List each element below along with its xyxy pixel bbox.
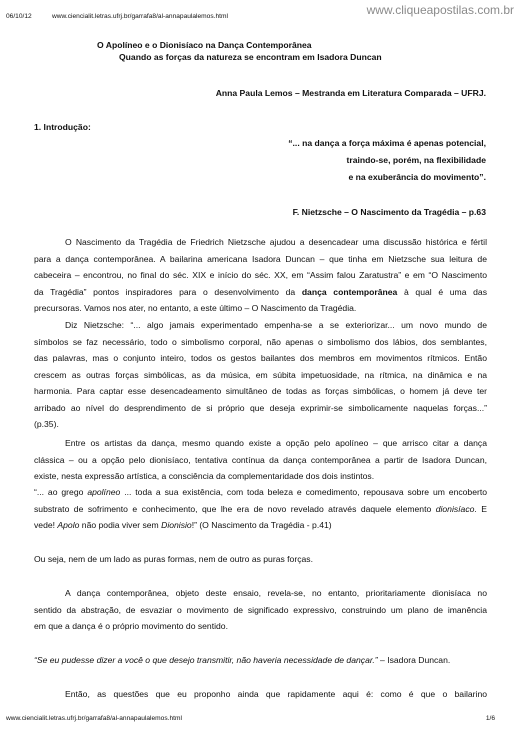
italic-term: Apolo <box>57 520 80 530</box>
text-line: existe, nesta expressão artística, a consciência da complementaridade dos dois instintos. <box>34 471 375 481</box>
text-run: da Tragédia” pontos inspiradores para o desenvolvimento da <box>34 286 296 297</box>
text-line <box>34 652 487 669</box>
epigraph-line: “... na dança a força máxima é apenas potencial, <box>288 138 486 148</box>
text-line: Entre os artistas da dança, mesmo quando existe a opção pelo apolíneo – que arrisco citar a dança <box>65 438 487 448</box>
epigraph-line: traindo-se, porém, na flexibilidade <box>346 155 486 165</box>
text-line: em que a dança é o próprio movimento do sentido. <box>34 621 228 631</box>
text-run: substrato de sofrimento e conhecimento, que lhe era de novo revelado através daquele elemento <box>34 503 432 514</box>
quote-attribution: – Isadora Duncan. <box>377 655 451 665</box>
title-line-2: Quando as forças da natureza se encontram em Isadora Duncan <box>119 52 382 62</box>
text-line <box>34 501 487 518</box>
text-run: não podia viver sem <box>81 520 159 530</box>
author-line: Anna Paula Lemos – Mestranda em Literatura Comparada – UFRJ. <box>215 88 486 98</box>
bold-term: dança contemporânea <box>301 286 398 297</box>
text-line: símbolos se faz necessário, todo o simbolismo corporal, não apenas o simbolismo dos lábios, dos semblantes, <box>34 336 487 347</box>
text-line: A dança contemporânea, objeto deste ensaio, revela-se, no entanto, prioritariamente dionisíaca no <box>65 588 487 598</box>
text-run: vede! <box>34 520 56 530</box>
text-run: “... ao grego <box>34 487 84 497</box>
text-run: !” (O Nascimento da Tragédia - p.41) <box>191 520 332 530</box>
text-line: harmonia. Para captar esse desencadeamento simultâneo de todas as forças simbólicas, o homem já deve ter <box>34 386 487 396</box>
section-heading: 1. Introdução: <box>34 122 91 132</box>
paragraph-6 <box>34 585 487 635</box>
text-line: clássica – ou a opção pelo dionisíaco, tentativa contínua da dança contemporânea a partir de Isadora Duncan, <box>34 454 487 465</box>
footer-url: www.ciencialit.letras.ufrj.br/garrafa8/al-annapaulalemos.html <box>6 715 182 722</box>
watermark: www.cliqueapostilas.com.br <box>366 3 514 17</box>
paragraph-7 <box>34 652 487 669</box>
text-line <box>34 517 487 534</box>
text-line <box>34 284 487 301</box>
text-line: crescem as outras forças simbólicas, as da música, em súbita impetuosidade, na rítmica, na dinâmica e na <box>34 369 487 380</box>
text-run: ... toda a sua existência, com toda beleza e comedimento, repousava sobre um encoberto <box>124 487 488 497</box>
paragraph-5 <box>34 551 487 568</box>
text-line: para a dança contemporânea. A bailarina americana Isadora Duncan – que tinha em Nietzsche sua leitura de <box>34 253 487 264</box>
text-line: sentido da abstração, de esvaziar o movimento de significado expressivo, construindo um plano de imanência <box>34 604 487 615</box>
paragraph-3 <box>34 435 487 485</box>
paragraph-4-quote <box>34 484 487 534</box>
italic-term: Dionisio <box>161 520 192 530</box>
epigraph-source: F. Nietzsche – O Nascimento da Tragédia – p.63 <box>292 207 486 217</box>
paragraph-2 <box>34 317 487 433</box>
text-line: Ou seja, nem de um lado as puras formas, nem de outro as puras forças. <box>34 554 313 564</box>
text-run: . E <box>474 503 487 514</box>
text-line: Então, as questões que eu proponho ainda que rapidamente aqui é: como é que o bailarino <box>65 689 487 699</box>
text-run: à qual é uma das <box>403 286 488 297</box>
italic-quote: “Se eu pudesse dizer a você o que desejo transmitir, não haveria necessidade de dançar.” <box>34 655 378 665</box>
italic-term: apolíneo <box>87 487 121 497</box>
title-line-1: O Apolíneo e o Dionisíaco na Dança Contemporânea <box>97 40 312 50</box>
text-line: (p.35). <box>34 419 59 429</box>
text-line: O Nascimento da Tragédia de Friedrich Nietzsche ajudou a desencadear uma discussão histórica e fértil <box>65 237 487 247</box>
text-line: Diz Nietzsche: “... algo jamais experimentado empenha-se a se exteriorizar... um novo mundo de <box>65 320 487 330</box>
text-line: das palavras, mas o conjunto inteiro, todos os gestos bailantes dos membros em movimentos rítmicos. Então <box>34 353 487 363</box>
paragraph-1 <box>34 234 487 317</box>
page-number: 1/6 <box>485 715 495 722</box>
text-line: precursoras. Vamos nos ater, no entanto, a este último – O Nascimento da Tragédia. <box>34 303 357 313</box>
print-date: 06/10/12 <box>6 13 32 20</box>
epigraph-line: e na exuberância do movimento”. <box>348 172 486 182</box>
paragraph-8 <box>34 686 487 703</box>
header-url: www.ciencialit.letras.ufrj.br/garrafa8/al-annapaulalemos.html <box>52 13 228 20</box>
text-line: arribado ao nível do desprendimento de si próprio que deseja exprimir-se simbolicamente naquelas forças...” <box>34 402 487 413</box>
text-line: cabeceira – encontrou, no final do séc. XIX e início do séc. XX, em “Assim falou Zaratustra” e em “O Nascimento <box>34 270 487 280</box>
italic-term: dionisíaco <box>435 503 475 514</box>
text-line <box>34 484 487 501</box>
